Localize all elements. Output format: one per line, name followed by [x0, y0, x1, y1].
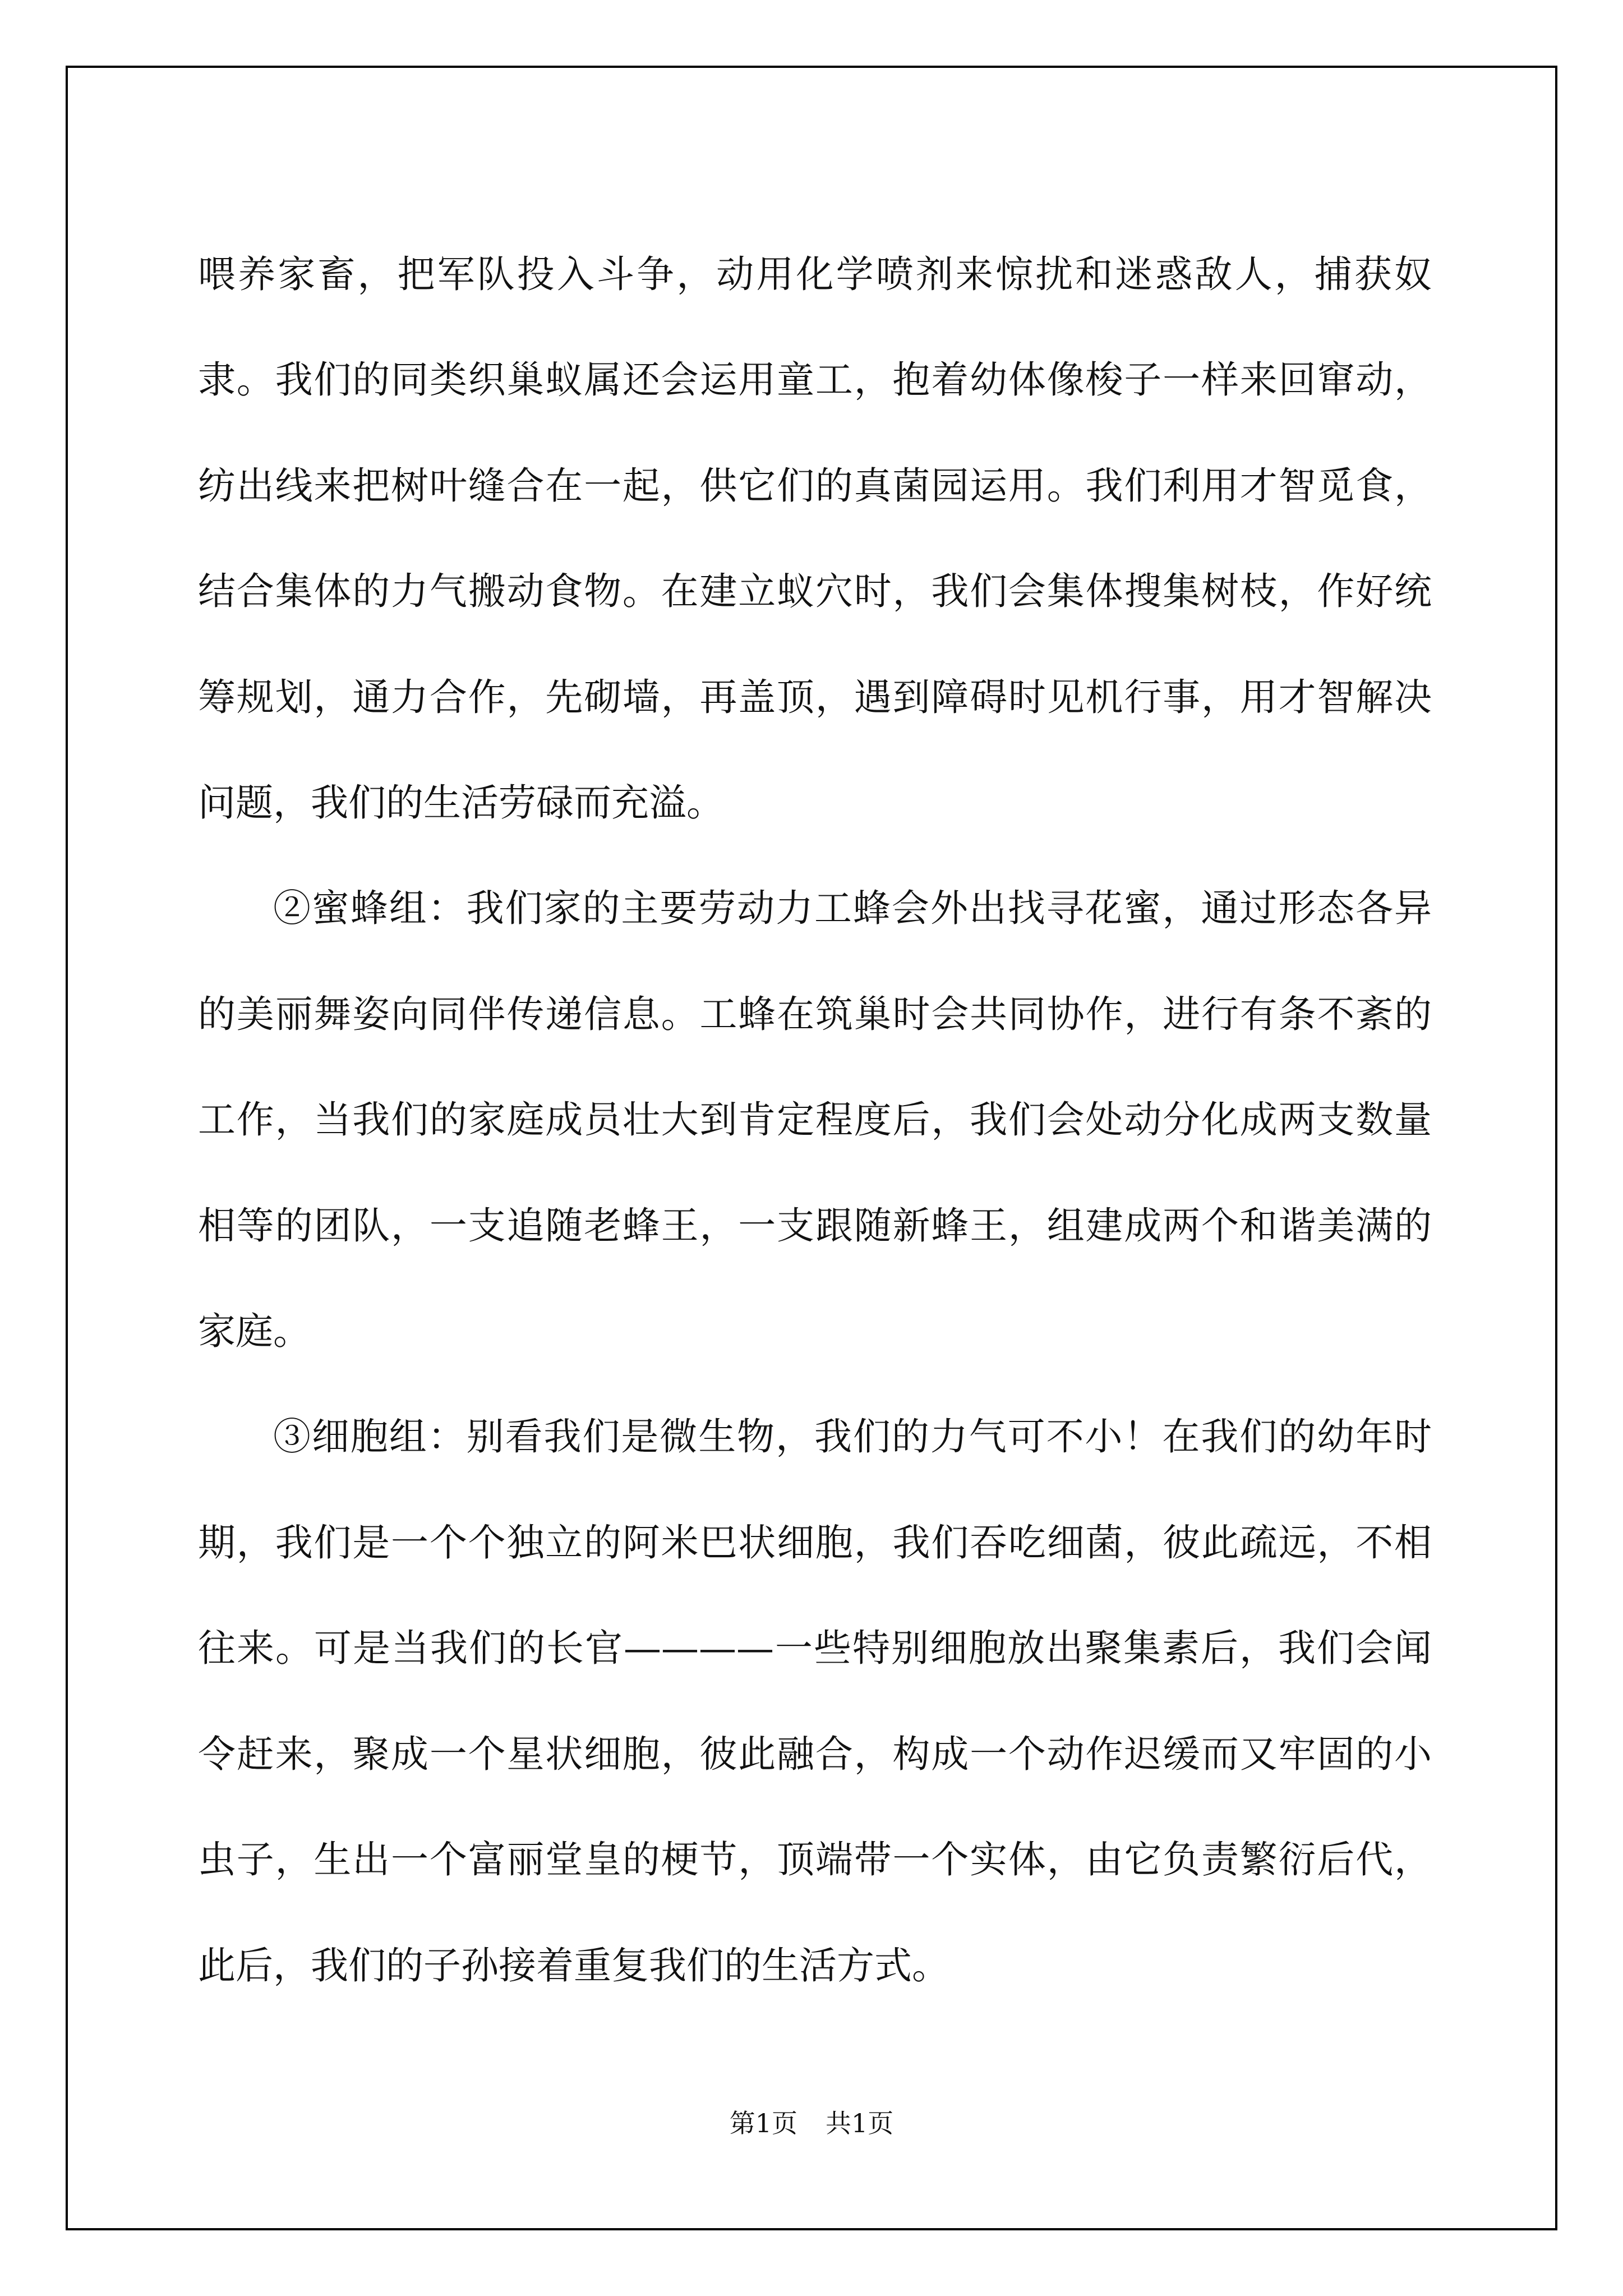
paragraph-bee-group: ②蜜蜂组：我们家的主要劳动力工蜂会外出找寻花蜜，通过形态各异的美丽舞姿向同伴传递信息。工蜂在筑巢时会共同协作，进行有条不紊的工作，当我们的家庭成员壮大到肯定程度后，我们会处动分化成两支数量相等的团队，一支追随老蜂王，一支跟随新蜂王，组建成两个和谐美满的家庭。 — [198, 886, 1432, 1354]
document-body — [198, 222, 1432, 2018]
paragraph-cell-group: ③细胞组：别看我们是微生物，我们的力气可不小！在我们的幼年时期，我们是一个个独立的阿米巴状细胞，我们吞吃细菌，彼此疏远，不相往来。可是当我们的长官————一些特别细胞放出聚集素后，我们会闻令赶来，聚成一个星状细胞，彼此融合，构成一个动作迟缓而又牢固的小虫子，生出一个富丽堂皇的梗节，顶端带一个实体，由它负责繁衍后代，此后，我们的子孙接着重复我们的生活方式。 — [198, 1415, 1432, 1987]
paragraph-ant-group: 喂养家畜，把军队投入斗争，动用化学喷剂来惊扰和迷惑敌人，捕获奴隶。我们的同类织巢蚁属还会运用童工，抱着幼体像梭子一样来回窜动，纺出线来把树叶缝合在一起，供它们的真菌园运用。我们利用才智觅食，结合集体的力气搬动食物。在建立蚁穴时，我们会集体搜集树枝，作好统筹规划，通力合作，先砌墙，再盖顶，遇到障碍时见机行事，用才智解决问题，我们的生活劳碌而充溢。 — [198, 252, 1432, 825]
page-number: 第1页 — [729, 2108, 797, 2138]
page-footer — [0, 2106, 1623, 2140]
page-total: 共1页 — [826, 2108, 894, 2138]
